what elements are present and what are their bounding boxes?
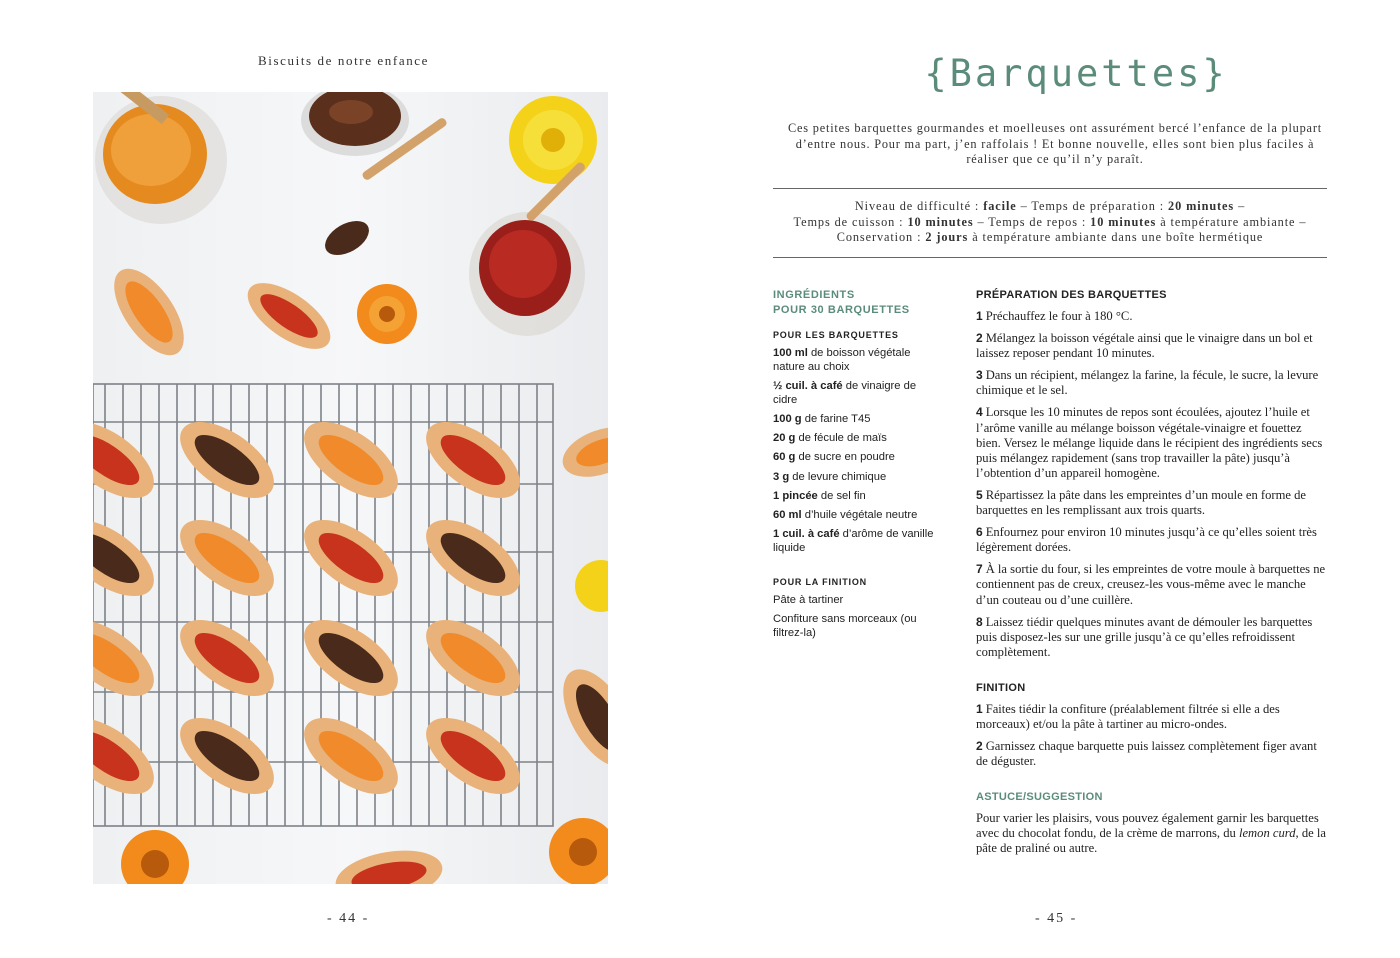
ingredient-text: d’arôme de vanille liquide [773, 528, 934, 554]
step-text: Mélangez la boisson végétale ainsi que le vinaigre dans un bol et laissez reposer pendant 10 minutes. [976, 331, 1313, 361]
step-number: 4 [976, 405, 983, 420]
preparation-step [976, 309, 1328, 324]
prep-value: 20 minutes [1168, 199, 1235, 213]
step-number: 1 [976, 701, 983, 716]
ingredients-section-finition: POUR LA FINITION [773, 576, 867, 587]
preparation-step [976, 405, 1328, 480]
ingredients-column [773, 288, 943, 646]
step-number: 2 [976, 739, 983, 754]
step-text: Lorsque les 10 minutes de repos sont écoulées, ajoutez l’huile et l’arôme vanille au mélange boisson végétale-vinaigre et fouettez bien. Versez le mélange liquide dans le récipient des ingrédients secs puis mélangez rapidement (sans trop travailler la pâte) jusqu’à l’obtention d’un appareil homogène. [976, 405, 1323, 480]
preparation-step [976, 562, 1328, 607]
storage-label: Conservation : [836, 230, 926, 244]
preparation-step [976, 331, 1328, 361]
ingredient-qty: 3 g [773, 470, 790, 483]
prep-label: – Temps de préparation : [1016, 199, 1169, 213]
step-text: Préchauffez le four à 180 °C. [985, 309, 1133, 323]
storage-tail: à température ambiante dans une boîte hermétique [968, 230, 1264, 244]
step-text: Faites tiédir la confiture (préalablement filtrée si elle a des morceaux) et/ou la pâte à tartiner au micro-ondes. [976, 701, 1280, 731]
cook-value: 10 minutes [907, 214, 974, 229]
running-head: Biscuits de notre enfance [258, 53, 430, 68]
rest-label: – Temps de repos : [973, 214, 1091, 229]
orange-flower [357, 284, 417, 344]
preparation-step [976, 702, 1328, 732]
ingredient-item [773, 432, 943, 446]
tip-text [976, 811, 1328, 856]
tip-after: , de la pâte de praliné ou autre. [976, 826, 1326, 856]
divider-top [773, 188, 1327, 189]
cook-label: Temps de cuisson : [793, 214, 908, 229]
ingredient-item [773, 380, 943, 408]
ingredient-item [773, 490, 943, 504]
step-text: Garnissez chaque barquette puis laissez complètement figer avant de déguster. [976, 739, 1317, 769]
ingredient-qty: ½ cuil. à café [773, 379, 843, 392]
ingredient-text: de sucre en poudre [795, 451, 895, 464]
finition-steps [976, 702, 1328, 769]
step-text: Dans un récipient, mélangez la farine, la fécule, le sucre, la levure chimique et le sel. [976, 368, 1319, 398]
recipe-intro: Ces petites barquettes gourmandes et moelleuses ont assurément bercé l’enfance de la plupart d’entre nous. Pour ma part, j’en raffolais ! Et bonne nouvelle, elles sont bien plus faciles à réaliser que ce qu’il n’y paraît. [788, 121, 1322, 167]
ingredients-section-barquettes: POUR LES BARQUETTES [773, 330, 899, 340]
ingredient-text: de boisson végétale nature au choix [773, 347, 911, 373]
ingredient-item [773, 413, 943, 427]
ingredient-text: de fécule de maïs [795, 432, 887, 445]
step-text: Répartissez la pâte dans les empreintes d’un moule en forme de barquettes en les remplissant aux trois quarts. [976, 487, 1307, 518]
ingredient-text: d’huile végétale neutre [801, 508, 918, 521]
ingredient-text: de farine T45 [801, 412, 871, 425]
preparation-step [976, 615, 1328, 660]
ingredient-qty: 20 g [773, 432, 796, 445]
right-page [700, 0, 1400, 958]
tip-title: ASTUCE/SUGGESTION [976, 791, 1103, 804]
recipe-title-text: {Barquettes} [924, 52, 1228, 95]
rest-value: 10 minutes [1090, 214, 1157, 229]
finition-title: FINITION [976, 681, 1026, 694]
preparation-step [976, 368, 1328, 398]
step-number: 2 [976, 331, 983, 346]
preparation-column [976, 288, 1328, 857]
preparation-title: PRÉPARATION DES BARQUETTES [976, 289, 1167, 301]
page-number: - 44 - [327, 911, 370, 926]
step-number: 5 [976, 487, 983, 502]
difficulty-label: Niveau de difficulté : [854, 199, 984, 213]
ingredient-text: de levure chimique [789, 470, 887, 483]
ingredient-item [773, 451, 943, 465]
step-text: Enfournez pour environ 10 minutes jusqu’à ce qu’elles soient très légèrement dorées. [976, 525, 1317, 555]
ingredient-text: de sel fin [817, 489, 866, 502]
barquettes-photo [93, 92, 608, 884]
divider-bottom [773, 257, 1327, 258]
ingredient-qty: 100 ml [773, 347, 808, 359]
storage-value: 2 jours [925, 230, 969, 244]
ingredients-list-barquettes [773, 347, 943, 556]
ingredient-qty: 1 cuil. à café [773, 528, 840, 541]
difficulty-value: facile [983, 199, 1017, 213]
ingredient-qty: 100 g [773, 412, 802, 425]
step-text: Laissez tiédir quelques minutes avant de démouler les barquettes puis disposez-les sur une grille jusqu’à ce qu’elles refroidissent complètement. [976, 614, 1313, 659]
recipe-meta [773, 199, 1327, 246]
ingredients-title-line1: INGRÉDIENTS [773, 289, 855, 301]
ingredient-qty: 60 g [773, 451, 796, 464]
preparation-step [976, 525, 1328, 555]
step-number: 6 [976, 525, 983, 540]
ingredient-text: de vinaigre de cidre [773, 379, 917, 406]
preparation-step [976, 488, 1328, 518]
step-number: 7 [976, 562, 983, 577]
step-number: 1 [976, 309, 983, 323]
preparation-step [976, 739, 1328, 769]
step-number: 3 [976, 368, 983, 383]
rest-tail: à température ambiante – [1156, 214, 1307, 229]
prep-tail: – [1234, 199, 1246, 213]
step-number: 8 [976, 614, 983, 629]
ingredient-item [773, 347, 943, 375]
ingredient-item: Pâte à tartiner [773, 593, 844, 606]
preparation-steps [976, 309, 1328, 660]
ingredients-title-line2: POUR 30 BARQUETTES [773, 303, 910, 316]
ingredient-qty: 60 ml [773, 508, 802, 521]
tip-italic: lemon curd [1238, 826, 1296, 841]
ingredients-list-finition [773, 594, 943, 641]
photo-illustration [93, 92, 608, 884]
ingredient-item [773, 528, 943, 556]
page-number: - 45 - [1035, 911, 1078, 926]
step-text: À la sortie du four, si les empreintes de votre moule à barquettes ne contiennent pas de creux, creusez-les vous-même avec le manche d’un couteau ou d’une cuillère. [976, 562, 1326, 607]
yellow-flower [509, 96, 597, 184]
recipe-title [700, 52, 1400, 95]
ingredient-item: Confiture sans morceaux (ou filtrez-la) [773, 612, 917, 639]
ingredient-item [773, 509, 943, 523]
tip-before: Pour varier les plaisirs, vous pouvez également garnir les barquettes avec du chocolat fondu, de la crème de marrons, du [976, 811, 1319, 841]
ingredients-title [773, 288, 943, 317]
ingredient-item [773, 471, 943, 485]
ingredient-qty: 1 pincée [773, 489, 818, 502]
